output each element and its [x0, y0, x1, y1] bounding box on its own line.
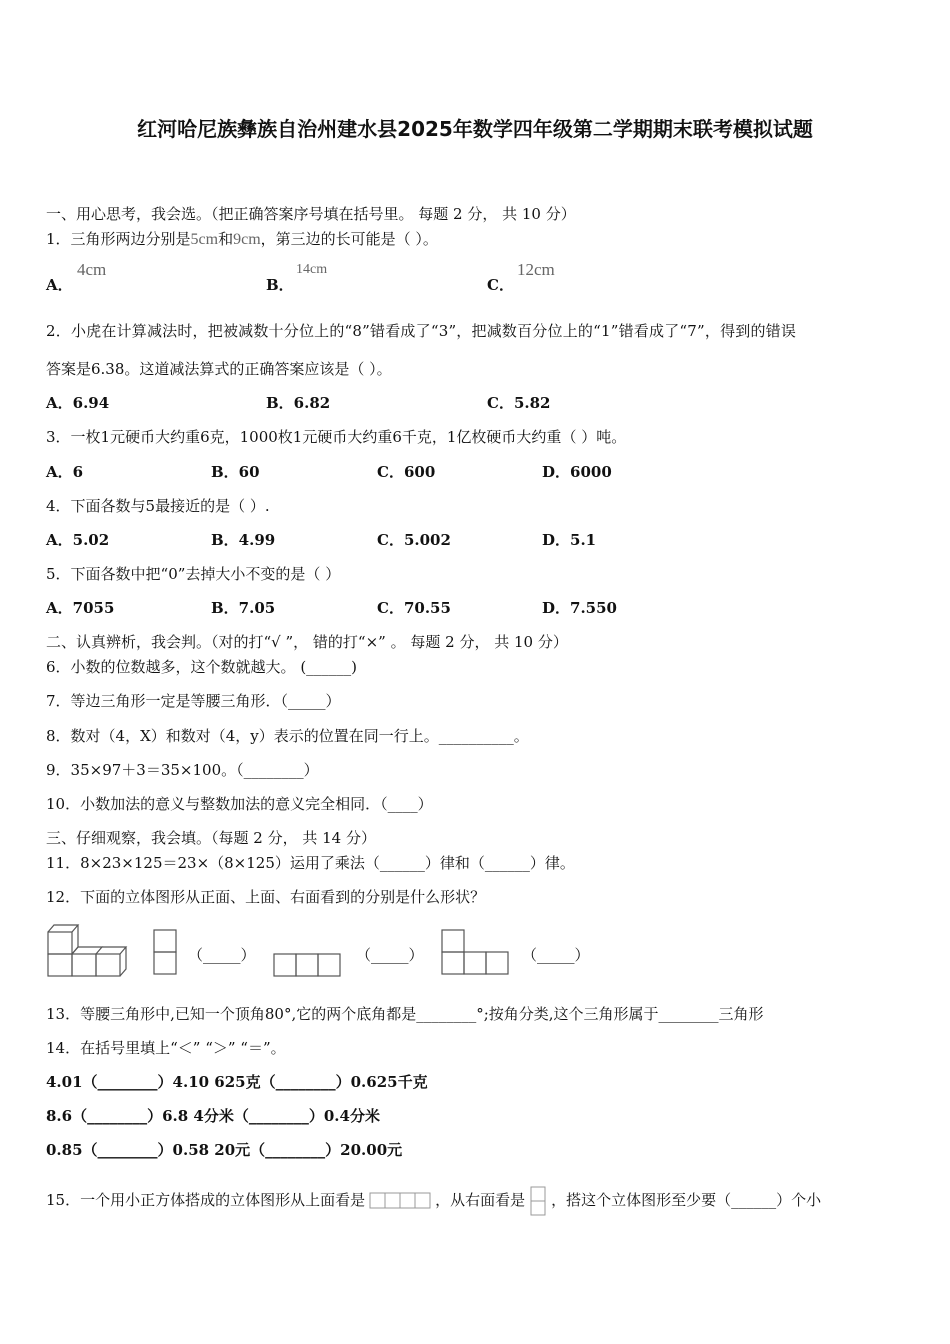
front-view-figure	[152, 928, 178, 976]
q1-option-c-value: 12cm	[517, 260, 555, 279]
question-2-line-2: 答案是6.38。这道减法算式的正确答案应该是（ ）。	[46, 360, 392, 378]
q1-option-b-label: B．	[266, 276, 294, 294]
q3-option-c: C．600	[377, 463, 436, 481]
question-1-text-a: 1．三角形两边分别是	[46, 230, 191, 248]
question-1	[46, 228, 438, 249]
q5-option-d: D．7.550	[542, 599, 617, 617]
question-13: 13．等腰三角形中,已知一个顶角80°,它的两个底角都是________°;按角分类,这个三角形属于________三角形	[46, 1005, 764, 1023]
question-1-length-2: 9cm	[233, 231, 261, 248]
q3-option-b: B．60	[211, 463, 260, 481]
question-5: 5．下面各数中把“0”去掉大小不变的是（ ）	[46, 565, 341, 583]
q2-option-b: B．6.82	[266, 394, 331, 412]
question-15-text-c: ，搭这个立体图形至少要（______）个小	[551, 1191, 822, 1209]
q2-option-a: A．6.94	[46, 394, 110, 412]
right-view-small-figure	[527, 1185, 549, 1217]
q3-option-a: A．6	[46, 463, 84, 481]
q12-blank-3[interactable]: （_____）	[522, 946, 590, 964]
section-2-heading: 二、认真辨析，我会判。（对的打“√ ”， 错的打“×” 。 每题 2 分， 共 10 分）	[46, 633, 568, 651]
question-11: 11．8×23×125＝23×（8×125）运用了乘法（______）律和（______）律。	[46, 854, 575, 872]
question-1-text-c: ，第三边的长可能是（ ）。	[260, 230, 438, 248]
q5-option-c: C．70.55	[377, 599, 451, 617]
solid-figure-drawing	[46, 922, 128, 978]
question-15	[46, 1185, 821, 1217]
question-12: 12．下面的立体图形从正面、上面、右面看到的分别是什么形状？	[46, 888, 486, 906]
question-15-text-b: ，从右面看是	[435, 1191, 526, 1209]
q1-option-a-value: 4cm	[77, 260, 107, 279]
q4-option-d: D．5.1	[542, 531, 597, 549]
q14-row-3: 0.85（________）0.58 20元（________）20.00元	[46, 1141, 403, 1159]
q4-option-a: A．5.02	[46, 531, 110, 549]
q4-option-c: C．5.002	[377, 531, 451, 549]
question-1-text-b: 和	[218, 230, 234, 248]
top-view-figure	[272, 952, 344, 978]
q5-option-b: B．7.05	[211, 599, 276, 617]
question-14: 14．在括号里填上“＜” “＞” “＝”。	[46, 1039, 286, 1057]
question-3: 3．一枚1元硬币大约重6克，1000枚1元硬币大约重6千克，1亿枚硬币大约重（ ）吨。	[46, 428, 627, 446]
q12-blank-1[interactable]: （_____）	[188, 946, 256, 964]
q1-option-c-label: C．	[487, 276, 514, 294]
top-view-small-figure	[367, 1190, 433, 1212]
section-1-heading: 一、用心思考，我会选。（把正确答案序号填在括号里。 每题 2 分， 共 10 分）	[46, 205, 576, 223]
question-6: 6．小数的位数越多，这个数就越大。 (______)	[46, 658, 358, 676]
q3-option-d: D．6000	[542, 463, 612, 481]
question-10: 10．小数加法的意义与整数加法的意义完全相同．（____）	[46, 795, 433, 813]
right-view-figure	[440, 928, 512, 976]
question-1-length-1: 5cm	[190, 231, 219, 248]
question-15-text-a: 15．一个用小正方体搭成的立体图形从上面看是	[46, 1191, 366, 1209]
q5-option-a: A．7055	[46, 599, 115, 617]
question-2-line-1: 2．小虎在计算减法时，把被减数十分位上的“8”错看成了“3”，把减数百分位上的“1”错看成了“7”，得到的错误	[46, 322, 797, 340]
q4-option-b: B．4.99	[211, 531, 276, 549]
question-4: 4．下面各数与5最接近的是（ ）.	[46, 497, 270, 515]
q2-option-c: C．5.82	[487, 394, 551, 412]
question-7: 7．等边三角形一定是等腰三角形．（_____）	[46, 692, 341, 710]
question-9: 9．35×97＋3＝35×100。（________）	[46, 761, 319, 779]
section-3-heading: 三、仔细观察，我会填。（每题 2 分， 共 14 分）	[46, 829, 376, 847]
q14-row-1: 4.01（________）4.10 625克（________）0.625千克	[46, 1073, 428, 1091]
q12-blank-2[interactable]: （_____）	[356, 946, 424, 964]
q1-option-b-value: 14cm	[296, 262, 328, 277]
question-8: 8．数对（4，X）和数对（4，y）表示的位置在同一行上。__________。	[46, 727, 529, 745]
q14-row-2: 8.6（________）6.8 4分米（________）0.4分米	[46, 1107, 380, 1125]
q1-option-a-label: A．	[46, 276, 73, 294]
page-title: 红河哈尼族彝族自治州建水县2025年数学四年级第二学期期末联考模拟试题	[137, 117, 813, 141]
